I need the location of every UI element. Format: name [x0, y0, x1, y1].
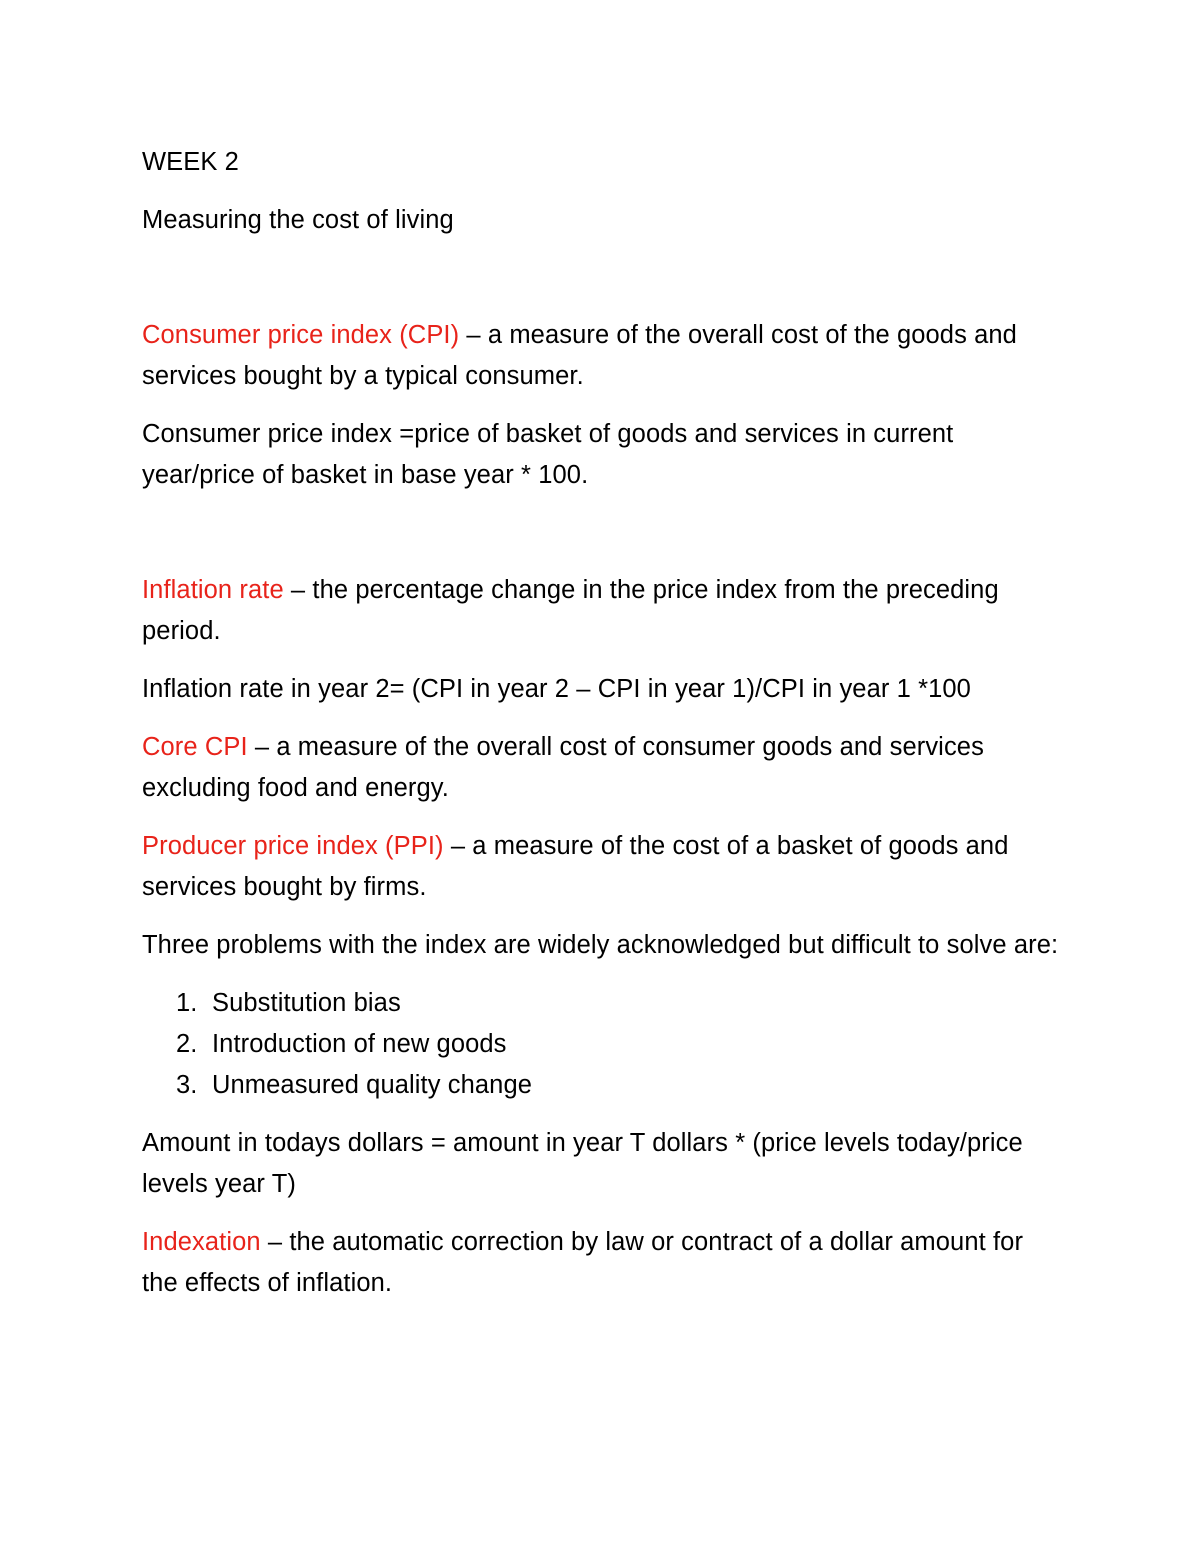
- cpi-formula: Consumer price index =price of basket of goods and services in current year/price of basket in base year * 100.: [142, 420, 954, 489]
- list-text: Unmeasured quality change: [212, 1071, 533, 1099]
- inflation-formula: Inflation rate in year 2= (CPI in year 2 – CPI in year 1)/CPI in year 1 *100: [142, 675, 971, 703]
- list-number: 1.: [176, 989, 198, 1017]
- list-text: Introduction of new goods: [212, 1030, 507, 1058]
- week-heading: WEEK 2: [142, 148, 239, 176]
- cpi-definition: [142, 315, 1062, 397]
- indexation-text: – the automatic correction by law or contract of a dollar amount for the effects of inflation.: [142, 1228, 1024, 1297]
- list-number: 3.: [176, 1071, 198, 1099]
- indexation-definition: [142, 1222, 1062, 1304]
- ppi-definition: [142, 826, 1062, 908]
- inflation-text: – the percentage change in the price index from the preceding period.: [142, 576, 999, 645]
- list-item: [142, 1024, 1062, 1065]
- inflation-term: Inflation rate: [142, 576, 284, 604]
- indexation-term: Indexation: [142, 1228, 261, 1256]
- core-cpi-definition: [142, 727, 1062, 809]
- list-item: [142, 1065, 1062, 1106]
- inflation-definition: [142, 570, 1062, 652]
- core-cpi-text: – a measure of the overall cost of consumer goods and services excluding food and energy.: [142, 733, 984, 802]
- list-number: 2.: [176, 1030, 198, 1058]
- cpi-term: Consumer price index (CPI): [142, 321, 460, 349]
- document-body: [142, 142, 1062, 1321]
- core-cpi-term: Core CPI: [142, 733, 248, 761]
- problems-intro: Three problems with the index are widely acknowledged but difficult to solve are:: [142, 931, 1059, 959]
- list-text: Substitution bias: [212, 989, 401, 1017]
- problems-list: [142, 983, 1062, 1106]
- dollars-formula: Amount in todays dollars = amount in year T dollars * (price levels today/price levels year T): [142, 1129, 1023, 1198]
- cpi-text: – a measure of the overall cost of the goods and services bought by a typical consumer.: [142, 321, 1017, 390]
- topic-heading: Measuring the cost of living: [142, 206, 454, 234]
- ppi-term: Producer price index (PPI): [142, 832, 444, 860]
- list-item: [142, 983, 1062, 1024]
- ppi-text: – a measure of the cost of a basket of goods and services bought by firms.: [142, 832, 1009, 901]
